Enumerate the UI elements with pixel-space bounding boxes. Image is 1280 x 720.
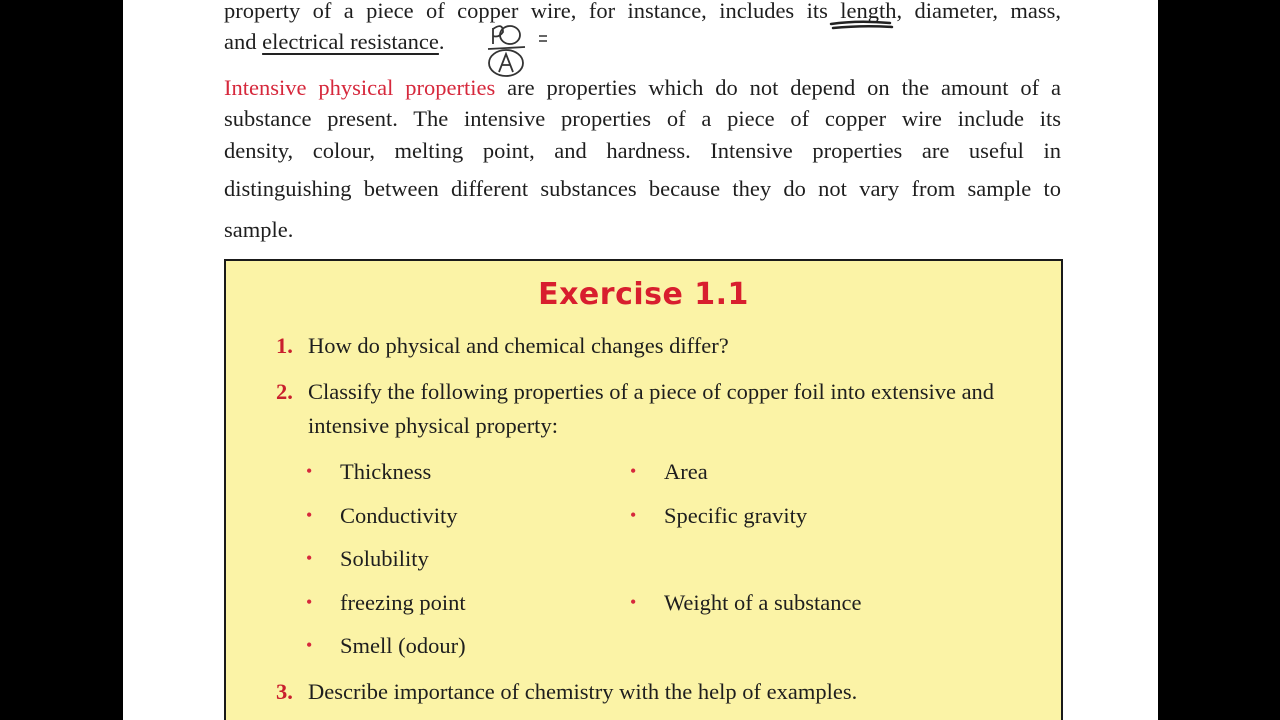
paragraph-line-1: property of a piece of copper wire, for instance, includes its length, diameter, mass, bbox=[224, 0, 1061, 23]
exercise-title: Exercise 1.1 bbox=[538, 277, 749, 312]
bullet-smell bbox=[306, 633, 466, 659]
bullet-label: Weight of a substance bbox=[664, 590, 862, 615]
bullet-specific-gravity bbox=[630, 503, 807, 529]
bullet-thickness bbox=[306, 459, 431, 485]
bullet-freezing-point bbox=[306, 590, 466, 616]
underlined-electrical-resistance: electrical resistance bbox=[262, 29, 439, 54]
bullet-weight bbox=[630, 590, 862, 616]
question-2-text-line-1: Classify the following properties of a piece of copper foil into extensive and bbox=[308, 379, 995, 404]
question-2 bbox=[276, 379, 994, 405]
bullet-dot: • bbox=[306, 505, 313, 525]
question-3 bbox=[276, 679, 857, 705]
bullet-label: Solubility bbox=[340, 546, 429, 571]
textbook-page bbox=[123, 0, 1158, 720]
bullet-dot: • bbox=[630, 461, 637, 481]
bullet-label: Specific gravity bbox=[664, 503, 808, 528]
bullet-conductivity bbox=[306, 503, 458, 529]
intensive-line-2: substance present. The intensive properties of a piece of copper wire include its bbox=[224, 106, 1061, 131]
bullet-label: Area bbox=[664, 459, 708, 484]
bullet-area bbox=[630, 459, 708, 485]
bullet-dot: • bbox=[306, 548, 313, 568]
question-2-text-line-2: intensive physical property: bbox=[308, 413, 558, 438]
bullet-label: Smell (odour) bbox=[340, 633, 466, 658]
paragraph-line-2 bbox=[224, 29, 445, 55]
intensive-line-3: density, colour, melting point, and hardness. Intensive properties are useful in bbox=[224, 138, 1061, 163]
question-1-number: 1. bbox=[276, 333, 293, 358]
bullet-dot: • bbox=[306, 635, 313, 655]
question-3-number: 3. bbox=[276, 679, 293, 704]
intensive-line-1-rest: are properties which do not depend on the amount of a bbox=[495, 75, 1061, 100]
question-1 bbox=[276, 333, 729, 359]
bullet-dot: • bbox=[306, 592, 313, 612]
bullet-label: freezing point bbox=[340, 590, 466, 615]
handwritten-underline-length bbox=[828, 18, 898, 32]
line2-prefix: and bbox=[224, 29, 263, 54]
bullet-solubility bbox=[306, 546, 429, 572]
bullet-dot: • bbox=[630, 592, 637, 612]
intensive-physical-properties-term: Intensive physical properties bbox=[224, 75, 496, 100]
bullet-label: Thickness bbox=[340, 459, 432, 484]
line2-suffix: . bbox=[438, 29, 445, 54]
intensive-line-5: sample. bbox=[224, 217, 294, 242]
bullet-dot: • bbox=[306, 461, 313, 481]
bullet-dot: • bbox=[630, 505, 637, 525]
question-2-number: 2. bbox=[276, 379, 293, 404]
intensive-line-4: distinguishing between different substances because they do not vary from sample to bbox=[224, 176, 1061, 201]
question-3-text: Describe importance of chemistry with the help of examples. bbox=[308, 679, 858, 704]
question-1-text: How do physical and chemical changes differ? bbox=[308, 333, 729, 358]
bullet-label: Conductivity bbox=[340, 503, 458, 528]
handwritten-formula-annotation bbox=[485, 14, 565, 80]
intensive-line-1 bbox=[224, 75, 1061, 101]
exercise-box bbox=[224, 259, 1063, 720]
